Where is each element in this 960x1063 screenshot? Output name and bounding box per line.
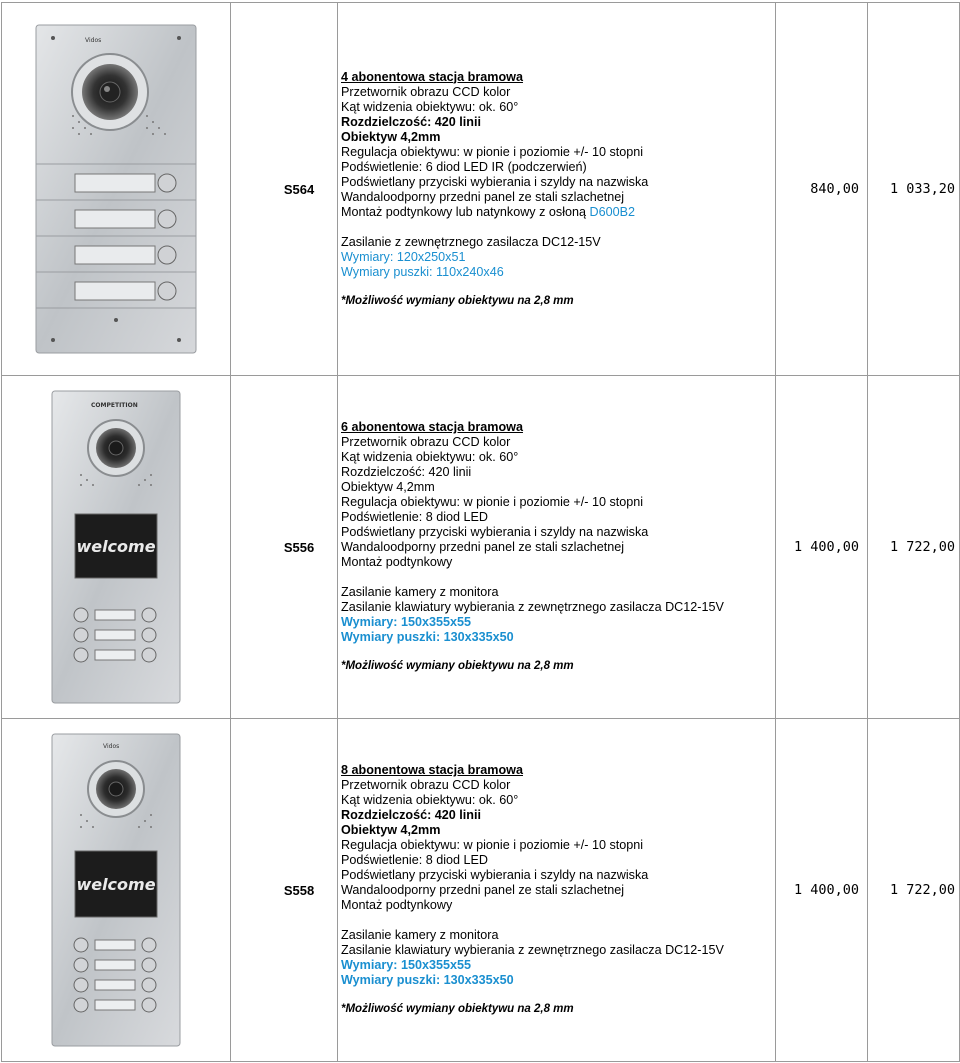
spec-line: Wandaloodporny przedni panel ze stali szlachetnej: [341, 540, 625, 554]
spec-line: Wandaloodporny przedni panel ze stali szlachetnej: [341, 189, 625, 204]
price-gross: 1 033,20: [868, 3, 960, 376]
price-gross: 1 722,00: [868, 719, 960, 1062]
box-dimensions: Wymiary puszki: 130x335x50: [341, 630, 514, 644]
dimensions: Wymiary: 120x250x51: [341, 249, 466, 264]
power-line: Zasilanie klawiatury wybierania z zewnętrznego zasilacza DC12-15V: [341, 600, 724, 614]
product-description: [338, 376, 776, 719]
product-title: 8 abonentowa stacja bramowa: [341, 763, 523, 777]
product-row: [2, 3, 960, 376]
product-row: [2, 376, 960, 719]
power-line: Zasilanie z zewnętrznego zasilacza DC12-15V: [341, 234, 601, 249]
power-line: Zasilanie kamery z monitora: [341, 585, 499, 599]
box-dimensions: Wymiary puszki: 130x335x50: [341, 973, 514, 987]
spec-line: Obiektyw 4,2mm: [341, 480, 435, 494]
spec-line: Obiektyw 4,2mm: [341, 823, 441, 837]
price-net: 1 400,00: [776, 376, 868, 719]
spec-line: Regulacja obiektywu: w pionie i poziomie +/- 10 stopni: [341, 838, 644, 852]
lens-note: *Możliwość wymiany obiektywu na 2,8 mm: [341, 660, 574, 672]
spec-line: Podświetlenie: 8 diod LED: [341, 853, 489, 867]
product-title: 4 abonentowa stacja bramowa: [341, 69, 523, 84]
product-title: 6 abonentowa stacja bramowa: [341, 420, 523, 434]
dimensions: Wymiary: 150x355x55: [341, 958, 472, 972]
panel-brand: Vidos: [85, 37, 102, 44]
spec-line: Wandaloodporny przedni panel ze stali szlachetnej: [341, 883, 625, 897]
product-image-cell: [2, 719, 231, 1062]
spec-line: Kąt widzenia obiektywu: ok. 60°: [341, 450, 519, 464]
spec-line: Podświetlenie: 6 diod LED IR (podczerwień): [341, 159, 587, 174]
call-button-group: [74, 608, 156, 662]
spec-line: Obiektyw 4,2mm: [341, 129, 441, 144]
spec-line: Regulacja obiektywu: w pionie i poziomie +/- 10 stopni: [341, 144, 644, 159]
product-code: S564: [231, 3, 338, 376]
spec-line: Kąt widzenia obiektywu: ok. 60°: [341, 99, 519, 114]
lens-note: *Możliwość wymiany obiektywu na 2,8 mm: [341, 294, 574, 307]
spec-line: [341, 205, 775, 220]
spec-line: Montaż podtynkowy: [341, 898, 453, 912]
spec-line: Przetwornik obrazu CCD kolor: [341, 84, 511, 99]
mount-text: Montaż podtynkowy lub natynkowy z osłoną: [341, 204, 590, 219]
product-image-cell: [2, 376, 231, 719]
spec-line: Przetwornik obrazu CCD kolor: [341, 435, 511, 449]
price-net: 840,00: [776, 3, 868, 376]
lens-note: *Możliwość wymiany obiektywu na 2,8 mm: [341, 1003, 574, 1015]
spec-line: Podświetlany przyciski wybierania i szyldy na nazwiska: [341, 525, 649, 539]
spec-line: Regulacja obiektywu: w pionie i poziomie +/- 10 stopni: [341, 495, 644, 509]
door-station-s556-image: [51, 390, 181, 704]
product-description: [338, 719, 776, 1062]
dimensions: Wymiary: 150x355x55: [341, 615, 472, 629]
welcome-sign: welcome: [76, 537, 156, 556]
spec-line: Podświetlany przyciski wybierania i szyldy na nazwiska: [341, 174, 649, 189]
door-station-s558-image: [51, 733, 181, 1047]
product-row: [2, 719, 960, 1062]
power-line: Zasilanie kamery z monitora: [341, 928, 499, 942]
welcome-sign: welcome: [76, 875, 156, 894]
spec-line: Rozdzielczość: 420 linii: [341, 114, 481, 129]
product-description: [338, 3, 776, 376]
accessory-link[interactable]: D600B2: [589, 204, 636, 219]
spec-line: Montaż podtynkowy: [341, 555, 453, 569]
spec-line: Rozdzielczość: 420 linii: [341, 808, 481, 822]
product-code: S558: [231, 719, 338, 1062]
panel-brand: COMPETITION: [91, 402, 138, 409]
price-gross: 1 722,00: [868, 376, 960, 719]
spec-line: Kąt widzenia obiektywu: ok. 60°: [341, 793, 519, 807]
product-code: S556: [231, 376, 338, 719]
spec-line: Rozdzielczość: 420 linii: [341, 465, 472, 479]
box-dimensions: Wymiary puszki: 110x240x46: [341, 264, 504, 279]
panel-brand: Vidos: [103, 743, 120, 750]
spec-line: Podświetlany przyciski wybierania i szyldy na nazwiska: [341, 868, 649, 882]
spec-line: Podświetlenie: 8 diod LED: [341, 510, 489, 524]
power-line: Zasilanie klawiatury wybierania z zewnętrznego zasilacza DC12-15V: [341, 943, 724, 957]
product-image-cell: [2, 3, 231, 376]
product-table: [1, 2, 960, 1062]
price-net: 1 400,00: [776, 719, 868, 1062]
spec-line: Przetwornik obrazu CCD kolor: [341, 778, 511, 792]
door-station-s564-image: [35, 24, 197, 354]
